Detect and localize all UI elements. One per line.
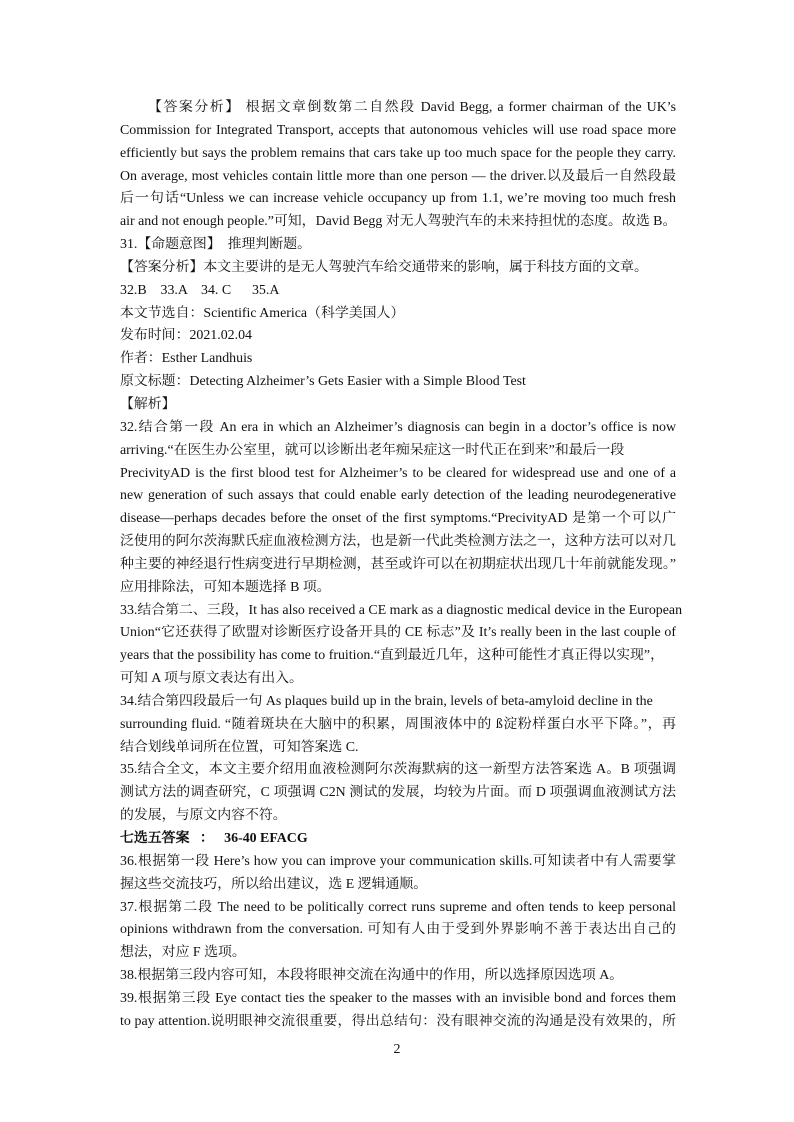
- text-line: 【答案分析】本文主要讲的是无人驾驶汽车给交通带来的影响，属于科技方面的文章。: [120, 259, 648, 275]
- source-date: 发布时间：2021.02.04: [120, 328, 252, 344]
- text-line: new generation of such assays that could enable early detection of the leading neurodegenerative: [120, 488, 676, 504]
- text-line: Commission for Integrated Transport, accepts that autonomous vehicles will use road space more: [120, 122, 676, 138]
- text-line: years that the possibility has come to fruition.“直到最近几年，这种可能性才真正得以实现”，: [120, 648, 664, 664]
- analysis-q33: [120, 600, 683, 691]
- text-line: On average, most vehicles contain little more than one person — the driver.以及最后一自然段最: [120, 168, 676, 184]
- question-31-intent: [120, 234, 676, 257]
- text-line: 泛使用的阿尔茨海默氏症血液检测方法，也是新一代此类检测方法之一，这种方法可以对几: [120, 534, 676, 550]
- analysis-q35: [120, 759, 676, 828]
- text-line: 测试方法的调查研究，C 项强调 C2N 测试的发展，均较为片面。而 D 项强调血液测试方法: [120, 785, 676, 801]
- text-line: PrecivityAD is the first blood test for Alzheimer’s to be cleared for widespread use and one of a: [120, 465, 676, 481]
- text-line: 种主要的神经退行性病变进行早期检测，甚至或许可以在初期症状出现几十年前就能发现。”: [120, 556, 676, 572]
- text-line: 【答案分析】 根据文章倒数第二自然段 David Begg, a former chairman of the UK’s: [148, 100, 676, 115]
- analysis-q36: [120, 851, 676, 897]
- text-line: 36.根据第一段 Here’s how you can improve your communication skills.可知读者中有人需要掌: [120, 853, 676, 869]
- seven-choose-five-heading: [120, 828, 676, 851]
- text-line: air and not enough people.”可知，David Begg 对无人驾驶汽车的未来持担忧的态度。故选 B。: [120, 214, 677, 230]
- text-line: disease—perhaps decades before the onset of the first symptoms.“PrecivityAD 是第一个可以广: [120, 511, 676, 527]
- text-line: 34.结合第四段最后一句 As plaques build up in the brain, levels of beta-amyloid decline in the: [120, 693, 653, 709]
- text-line: 35.结合全文，本文主要介绍用血液检测阿尔茨海默病的这一新型方法答案选 A。B 项强调: [120, 762, 676, 778]
- analysis-q37: [120, 897, 676, 966]
- page-number: 2: [393, 1042, 401, 1057]
- text-line: 32.结合第一段 An era in which an Alzheimer’s diagnosis can begin in a doctor’s office is now: [120, 419, 676, 435]
- text-line: 应用排除法，可知本题选择 B 项。: [120, 579, 331, 595]
- source-excerpt: 本文节选自：Scientific America（科学美国人）: [120, 305, 405, 321]
- text-line: 想法，对应 F 选项。: [120, 945, 246, 961]
- text-line: 31.【命题意图】 推理判断题。: [120, 237, 311, 253]
- analysis-q38: [120, 965, 676, 988]
- analysis-q34: [120, 691, 676, 760]
- text-line: Union“它还获得了欧盟对诊断医疗设备开具的 CE 标志”及 It’s really been in the last couple of: [120, 625, 676, 641]
- text-line: 38.根据第三段内容可知，本段将眼神交流在沟通中的作用，所以选择原因选项 A。: [120, 968, 624, 984]
- answer-analysis-q30: [120, 97, 676, 234]
- text-line: 33.结合第二、三段，It has also received a CE mark as a diagnostic medical device in the European: [120, 602, 683, 618]
- text-line: 37.根据第二段 The need to be politically correct runs supreme and often tends to keep personal: [120, 899, 676, 915]
- text-line: 的发展，与原文内容不符。: [120, 808, 287, 824]
- text-line: arriving.“在医生办公室里，就可以诊断出老年痴呆症这一时代正在到来”和最后一段: [120, 442, 625, 458]
- text-line: surrounding fluid. “随着斑块在大脑中的积累，周围液体中的 ß淀粉样蛋白水平下降。”，再: [120, 716, 676, 732]
- source-title: 原文标题：Detecting Alzheimer’s Gets Easier with a Simple Blood Test: [120, 374, 526, 390]
- text-line: 【解析】: [120, 396, 176, 412]
- text-line: opinions withdrawn from the conversation. 可知有人由于受到外界影响不善于表达出自己的: [120, 922, 676, 938]
- source-author: 作者：Esther Landhuis: [120, 351, 253, 367]
- analysis-q32: [120, 417, 676, 600]
- text-line: 七选五答案 ： 36-40 EFACG: [120, 831, 308, 846]
- text-line: 后一句话“Unless we can increase vehicle occupancy up from 1.1, we’re moving too much fresh: [120, 191, 676, 207]
- text-line: efficiently but says the problem remains that cars take up too much space for the people they carry.: [120, 145, 676, 161]
- document-body: [120, 97, 683, 1034]
- text-line: 39.根据第三段 Eye contact ties the speaker to the masses with an invisible bond and forces them: [120, 990, 676, 1006]
- text-line: 握这些交流技巧，所以给出建议，选 E 逻辑通顺。: [120, 876, 428, 892]
- source-info: [120, 303, 676, 394]
- answer-analysis-q31: [120, 257, 676, 280]
- analysis-heading: [120, 394, 676, 417]
- text-line: 可知 A 项与原文表达有出入。: [120, 671, 303, 687]
- text-line: 结合划线单词所在位置，可知答案选 C.: [120, 739, 359, 755]
- text-line: to pay attention.说明眼神交流很重要，得出总结句：没有眼神交流的沟通是没有效果的，所: [120, 1013, 676, 1029]
- text-line: 32.B 33.A 34. C 35.A: [120, 282, 280, 298]
- answer-key-32-35: [120, 280, 676, 303]
- analysis-q39: [120, 988, 676, 1034]
